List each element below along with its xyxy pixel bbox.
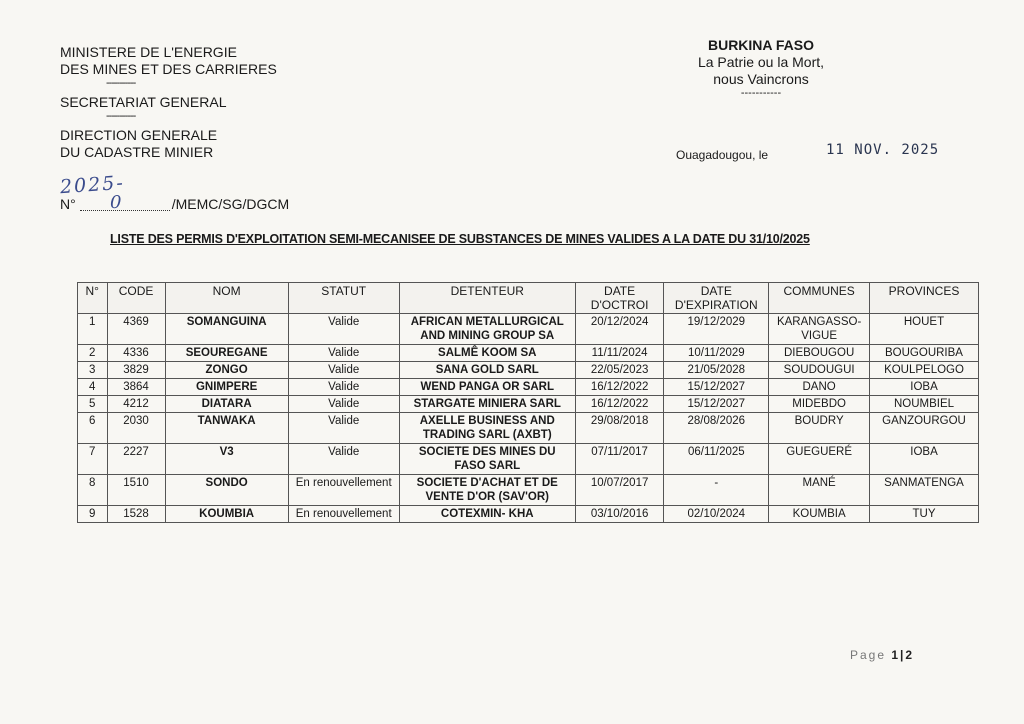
table-cell: 2 (78, 345, 108, 362)
header-right (686, 37, 836, 98)
table-cell: 21/05/2028 (664, 362, 769, 379)
table-row (78, 345, 979, 362)
motto-line1: La Patrie ou la Mort, (697, 54, 825, 70)
header-cell: DATE D'EXPIRATION (664, 283, 769, 314)
table-cell: 15/12/2027 (664, 396, 769, 413)
header-cell: PROVINCES (870, 283, 979, 314)
table-row (78, 362, 979, 379)
table-cell: 16/12/2022 (575, 379, 664, 396)
table-cell: 16/12/2022 (575, 396, 664, 413)
table-header-row (78, 283, 979, 314)
table-cell: TANWAKA (165, 413, 288, 444)
table-cell: 11/11/2024 (575, 345, 664, 362)
motto-line2: nous Vaincrons (713, 71, 809, 87)
header-left (60, 44, 277, 161)
table-cell: 4212 (107, 396, 165, 413)
table-cell: DIEBOUGOU (769, 345, 870, 362)
table-cell: AXELLE BUSINESS AND TRADING SARL (AXBT) (399, 413, 575, 444)
page-footer (850, 648, 914, 662)
table-cell: 15/12/2027 (664, 379, 769, 396)
table-cell: Valide (288, 413, 399, 444)
table-cell: KOUMBIA (769, 506, 870, 523)
table-cell: COTEXMIN- KHA (399, 506, 575, 523)
header-cell: COMMUNES (769, 283, 870, 314)
reference-suffix: /MEMC/SG/DGCM (171, 196, 290, 212)
separator: ----------- (740, 87, 782, 99)
table-cell: GANZOURGOU (870, 413, 979, 444)
handwritten-number: 0 (110, 192, 122, 213)
place-label: Ouagadougou, le (676, 148, 769, 162)
reference-dotted-line (80, 210, 170, 211)
table-cell: KARANGASSO-VIGUE (769, 314, 870, 345)
table-row (78, 314, 979, 345)
secretariat: SECRETARIAT GENERAL (60, 94, 227, 110)
table-cell: SANA GOLD SARL (399, 362, 575, 379)
table-cell: 7 (78, 444, 108, 475)
table-cell: Valide (288, 345, 399, 362)
table-cell: GNIMPERE (165, 379, 288, 396)
table-row (78, 506, 979, 523)
table-cell: 28/08/2026 (664, 413, 769, 444)
table-cell: Valide (288, 362, 399, 379)
table-cell: 4336 (107, 345, 165, 362)
table-cell: 20/12/2024 (575, 314, 664, 345)
table-cell: SONDO (165, 475, 288, 506)
table-cell: TUY (870, 506, 979, 523)
direction-line1: DIRECTION GENERALE (60, 127, 218, 143)
table-cell: AFRICAN METALLURGICAL AND MINING GROUP SA (399, 314, 575, 345)
table-cell: NOUMBIEL (870, 396, 979, 413)
table-row (78, 379, 979, 396)
table-cell: SOCIETE DES MINES DU FASO SARL (399, 444, 575, 475)
table-row (78, 444, 979, 475)
ministry-line1: MINISTERE DE L'ENERGIE (60, 44, 237, 60)
table-row (78, 396, 979, 413)
permits-table (77, 282, 979, 523)
table-cell: 29/08/2018 (575, 413, 664, 444)
table-cell: IOBA (870, 444, 979, 475)
table-cell: DANO (769, 379, 870, 396)
table-cell: 4369 (107, 314, 165, 345)
table-cell: 10/07/2017 (575, 475, 664, 506)
country-name: BURKINA FASO (707, 37, 815, 53)
table-cell: STARGATE MINIERA SARL (399, 396, 575, 413)
separator: ----------- (106, 110, 136, 122)
table-cell: 1510 (107, 475, 165, 506)
header-cell: DATE D'OCTROI (575, 283, 664, 314)
table-cell: HOUET (870, 314, 979, 345)
header-cell: STATUT (288, 283, 399, 314)
table-cell: SOMANGUINA (165, 314, 288, 345)
date-stamp: 11 NOV. 2025 (826, 142, 940, 158)
table-cell: 19/12/2029 (664, 314, 769, 345)
table-cell: 06/11/2025 (664, 444, 769, 475)
table-cell: 2227 (107, 444, 165, 475)
table-cell: SOUDOUGUI (769, 362, 870, 379)
table-cell: 6 (78, 413, 108, 444)
table-cell: 3829 (107, 362, 165, 379)
table-cell: 2030 (107, 413, 165, 444)
table-cell: KOULPELOGO (870, 362, 979, 379)
table-cell: 9 (78, 506, 108, 523)
table-cell: Valide (288, 444, 399, 475)
table-cell: KOUMBIA (165, 506, 288, 523)
separator: ----------- (106, 77, 136, 89)
table-cell: En renouvellement (288, 475, 399, 506)
table-body (78, 314, 979, 523)
table-row (78, 413, 979, 444)
table-cell: BOUGOURIBA (870, 345, 979, 362)
table-cell: MIDEBDO (769, 396, 870, 413)
table-cell: DIATARA (165, 396, 288, 413)
table-cell: 10/11/2029 (664, 345, 769, 362)
table-cell: Valide (288, 379, 399, 396)
table-cell: 4 (78, 379, 108, 396)
table-cell: 3 (78, 362, 108, 379)
page-number: 1|2 (891, 648, 915, 662)
table-cell: WEND PANGA OR SARL (399, 379, 575, 396)
table-cell: 3864 (107, 379, 165, 396)
table-cell: SANMATENGA (870, 475, 979, 506)
table-cell: 1 (78, 314, 108, 345)
table-cell: 02/10/2024 (664, 506, 769, 523)
table-cell: V3 (165, 444, 288, 475)
header-cell: CODE (107, 283, 165, 314)
reference-prefix: N° (60, 196, 76, 212)
table-cell: 8 (78, 475, 108, 506)
page-label: Page (850, 648, 887, 662)
table-cell: GUEGUERÉ (769, 444, 870, 475)
header-cell: N° (78, 283, 108, 314)
table-cell: Valide (288, 314, 399, 345)
table-cell: 22/05/2023 (575, 362, 664, 379)
header-cell: NOM (165, 283, 288, 314)
table-cell: ZONGO (165, 362, 288, 379)
table-cell: SOCIETE D'ACHAT ET DE VENTE D'OR (SAV'OR) (399, 475, 575, 506)
table-cell: MANÉ (769, 475, 870, 506)
table-cell: IOBA (870, 379, 979, 396)
table-cell: 03/10/2016 (575, 506, 664, 523)
table-cell: Valide (288, 396, 399, 413)
handwritten-year: 2025- (59, 171, 126, 199)
ministry-line2: DES MINES ET DES CARRIERES (60, 61, 277, 77)
table-cell: BOUDRY (769, 413, 870, 444)
table-cell: SEOUREGANE (165, 345, 288, 362)
table-cell: 1528 (107, 506, 165, 523)
table-cell: SALMÊ KOOM SA (399, 345, 575, 362)
table-row (78, 475, 979, 506)
document-title: LISTE DES PERMIS D'EXPLOITATION SEMI-MECANISEE DE SUBSTANCES DE MINES VALIDES A LA DATE DU 31/10/2025 (110, 232, 810, 246)
header-cell: DETENTEUR (399, 283, 575, 314)
direction-line2: DU CADASTRE MINIER (60, 144, 214, 160)
table-cell: - (664, 475, 769, 506)
table-cell: 07/11/2017 (575, 444, 664, 475)
table-cell: En renouvellement (288, 506, 399, 523)
table-cell: 5 (78, 396, 108, 413)
